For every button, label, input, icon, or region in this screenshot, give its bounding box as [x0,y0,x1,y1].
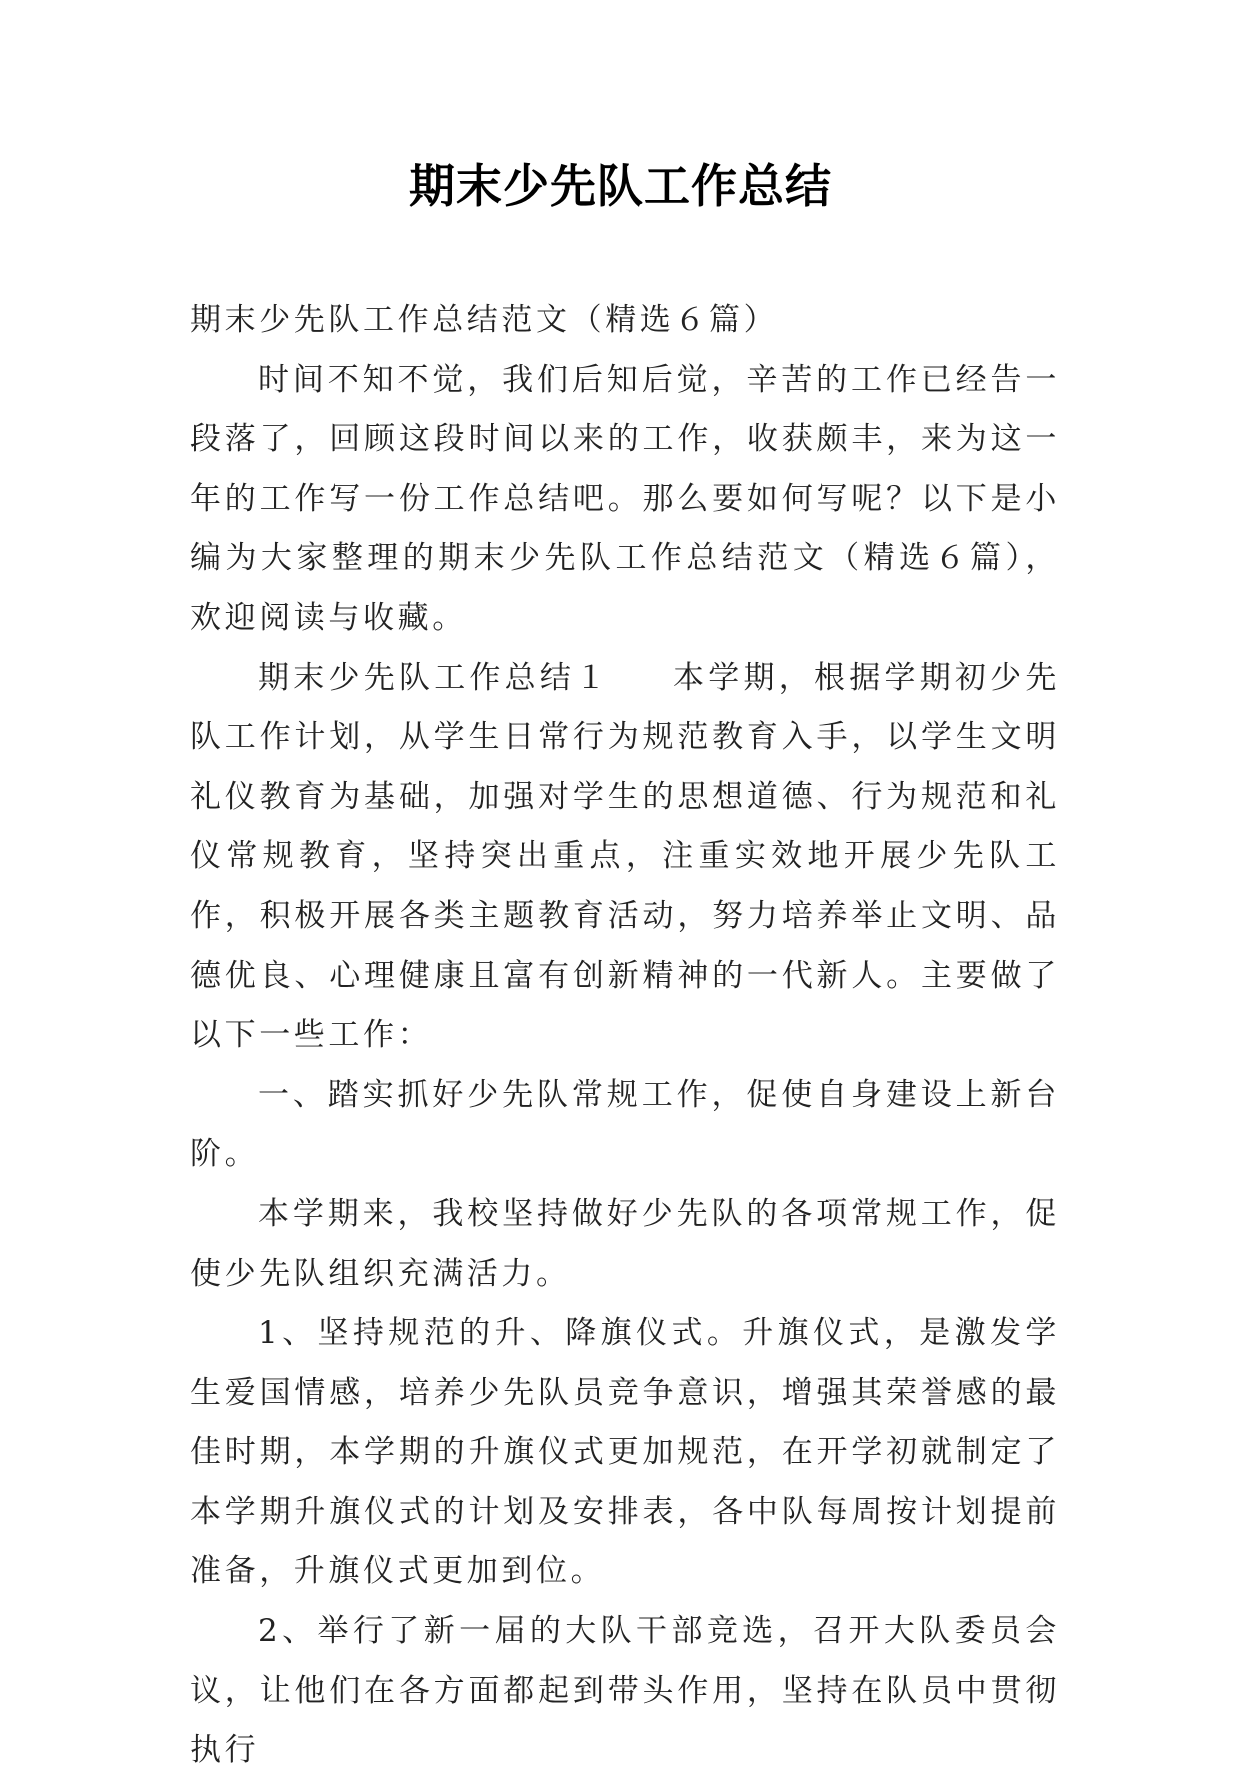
section-1-heading: 期末少先队工作总结１ [258,659,611,696]
intro-paragraph: 时间不知不觉，我们后知后觉，辛苦的工作已经告一段落了，回顾这段时间以来的工作，收获颇丰，来为这一年的工作写一份工作总结吧。那么要如何写呢？以下是小编为大家整理的期末少先队工作总结范文（精选６篇），欢迎阅读与收藏。 [190,361,1060,636]
item-1-paragraph: 1、坚持规范的升、降旗仪式。升旗仪式，是激发学生爱国情感，培养少先队员竞争意识，增强其荣誉感的最佳时期，本学期的升旗仪式更加规范，在开学初就制定了本学期升旗仪式的计划及安排表，各中队每周按计划提前准备，升旗仪式更加到位。 [190,1315,1060,1590]
document-subtitle: 期末少先队工作总结范文（精选６篇） [190,302,779,338]
point-1-paragraph: 本学期来，我校坚持做好少先队的各项常规工作，促使少先队组织充满活力。 [190,1195,1060,1292]
item-2-paragraph: 2、举行了新一届的大队干部竞选，召开大队委员会议，让他们在各方面都起到带头作用，坚持在队员中贯彻执行 [190,1613,1060,1769]
section-1-body: 本学期，根据学期初少先队工作计划，从学生日常行为规范教育入手，以学生文明礼仪教育为基础，加强对学生的思想道德、行为规范和礼仪常规教育，坚持突出重点，注重实效地开展少先队工作，积极开展各类主题教育活动，努力培养举止文明、品德优良、心理健康且富有创新精神的一代新人。主要做了以下一些工作： [190,659,1061,1054]
page-title: 期末少先队工作总结 [409,159,832,213]
document-body [190,291,1060,1781]
section-1-paragraph [190,649,1060,1066]
point-1-heading: 一、踏实抓好少先队常规工作，促使自身建设上新台阶。 [190,1076,1060,1173]
